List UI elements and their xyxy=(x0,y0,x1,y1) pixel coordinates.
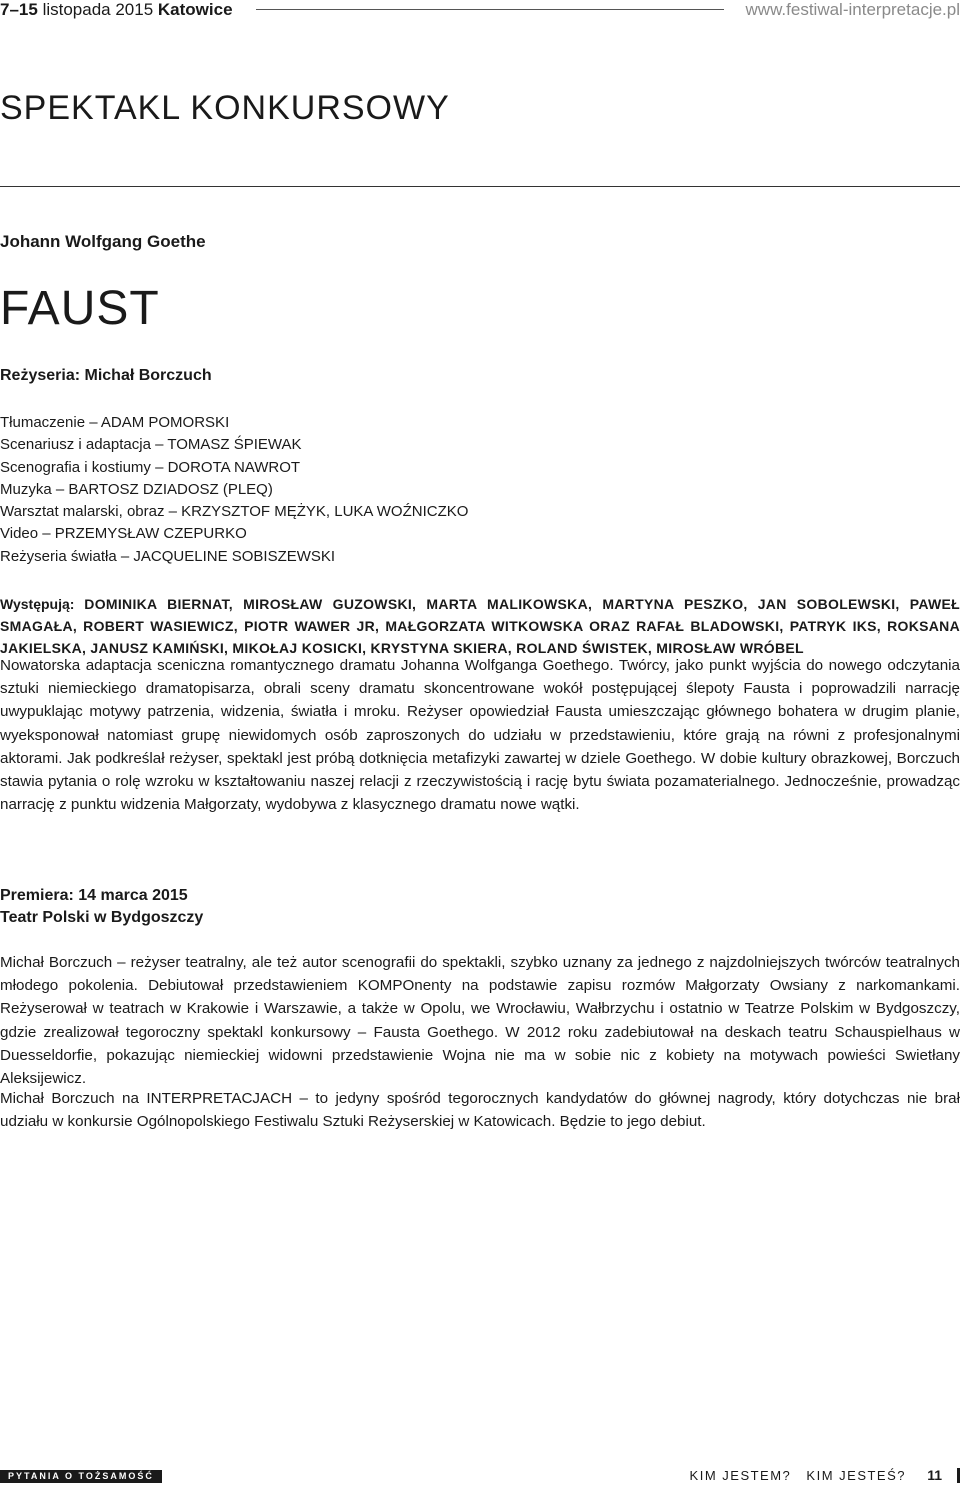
section-divider xyxy=(0,186,960,187)
credit-lighting: Reżyseria światła – JACQUELINE SOBISZEWSKI xyxy=(0,547,336,565)
page-header xyxy=(0,0,960,22)
bio-paragraph: Michał Borczuch – reżyser teatralny, ale też autor scenografii do spektakli, szybko uznany za jednego z najzdolniejszych twórców teatralnych młodego pokolenia. Debiutował przedstawieniem KOMPOnenty na podstawie zapisu rozmów Małgorzaty Owsiany z narkomankami. Reżyserował w teatrach w Krakowie i Warszawie, a także w Opolu, we Wrocławiu, Wałbrzychu i ostatnio w Teatrze Polskim w Bydgoszczy, gdzie zrealizował tegoroczny spektakl konkursowy – Fausta Goethego. W 2012 roku zadebiutował na deskach teatru Schauspielhaus w Duesseldorfie, pokazując niemieckiej widowni przedstawienie Wojna nie ma w sobie nic z kobiety na motywach powieści Swietłany Aleksijewicz. xyxy=(0,954,960,1088)
festival-url[interactable]: www.festiwal-interpretacje.pl xyxy=(745,0,960,19)
footer-tagline xyxy=(680,1467,906,1485)
footer-badge: PYTANIA O TOŻSAMOŚĆ xyxy=(0,1470,162,1483)
credit-scenography: Scenografia i kostiumy – DOROTA NAWROT xyxy=(0,458,301,476)
header-divider xyxy=(256,9,724,10)
credits-list xyxy=(0,412,468,568)
page-number: 11 xyxy=(927,1467,942,1483)
cast-list xyxy=(0,594,960,659)
play-author: Johann Wolfgang Goethe xyxy=(0,232,206,251)
play-title: FAUST xyxy=(0,282,160,335)
premiere-info xyxy=(0,885,203,929)
premiere-venue: Teatr Polski w Bydgoszczy xyxy=(0,909,204,926)
city: Katowice xyxy=(157,0,233,19)
tagline-part-2: KIM JESTEŚ? xyxy=(806,1468,906,1483)
credit-script: Scenariusz i adaptacja – TOMASZ ŚPIEWAK xyxy=(0,436,302,454)
description-paragraph: Nowatorska adaptacja sceniczna romantycznego dramatu Johanna Wolfganga Goethego. Twórcy, jako punkt wyjścia do nowego odczytania sztuki niemieckiego dramatopisarza, obrali sceny dramatu skoncentrowane wokół postępującej ślepoty Fausta i poprowadzili narrację uwypuklając motywy patrzenia, widzenia, światła i mroku. Reżyser opowiedział Fausta umieszczając głównego bohatera w drugim planie, wyeksponował natomiast grupę niewidomych osób zaproszonych do udziału w przedstawieniu, które grają na równi z profesjonalnymi aktorami. Jak podkreślał reżyser, spektakl jest próbą dotknięcia metafizyki zawartej w dziele Goethego. W dobie kultury obrazkowej, Borczuch stawia pytania o rolę wzroku w kształtowaniu naszej relacji z rzeczywistością i rację bytu świata pozamaterialnego. Jednocześnie, prowadząc narrację z punktu widzenia Małgorzaty, wydobywa z klasycznego dramatu nowe wątki. xyxy=(0,657,960,814)
credit-video: Video – PRZEMYSŁAW CZEPURKO xyxy=(0,525,247,543)
bio-paragraph-2: Michał Borczuch na INTERPRETACJACH – to jedyny spośród tegorocznych kandydatów do głównej nagrody, który dotychczas nie brał udziału w konkursie Ogólnopolskiego Festiwalu Sztuki Reżyserskiej w Katowicach. Będzie to jego debiut. xyxy=(0,1090,960,1131)
tagline-part-1: KIM JESTEM? xyxy=(689,1468,792,1483)
director-credit: Reżyseria: Michał Borczuch xyxy=(0,367,212,384)
cast-label: Występują: xyxy=(0,596,75,612)
page-footer xyxy=(0,1466,960,1486)
festival-dates xyxy=(0,0,233,20)
credit-translation: Tłumaczenie – ADAM POMORSKI xyxy=(0,414,230,431)
cast-names: DOMINIKA BIERNAT, MIROSŁAW GUZOWSKI, MARTA MALIKOWSKA, MARTYNA PESZKO, JAN SOBOLEWSKI, PAWEŁ SMAGAŁA, ROBERT WASIEWICZ, PIOTR WAWER JR, MAŁGORZATA WITKOWSKA ORAZ RAFAŁ BLADOWSKI, PATRYK IKS, ROKSANA JAKIELSKA, JANUSZ KAMIŃSKI, MIKOŁAJ KOSICKI, KRYSTYNA SKIERA, ROLAND ŚWISTEK, MIROSŁAW WRÓBEL xyxy=(0,596,960,656)
credit-music: Muzyka – BARTOSZ DZIADOSZ (PLEQ) xyxy=(0,480,273,498)
month-year: listopada 2015 xyxy=(42,0,154,19)
date-range: 7–15 xyxy=(0,0,38,19)
section-title: SPEKTAKL KONKURSOWY xyxy=(0,89,450,127)
credit-painting: Warsztat malarski, obraz – KRZYSZTOF MĘŻYK, LUKA WOŹNICZKO xyxy=(0,503,469,521)
premiere-date: Premiera: 14 marca 2015 xyxy=(0,887,188,904)
